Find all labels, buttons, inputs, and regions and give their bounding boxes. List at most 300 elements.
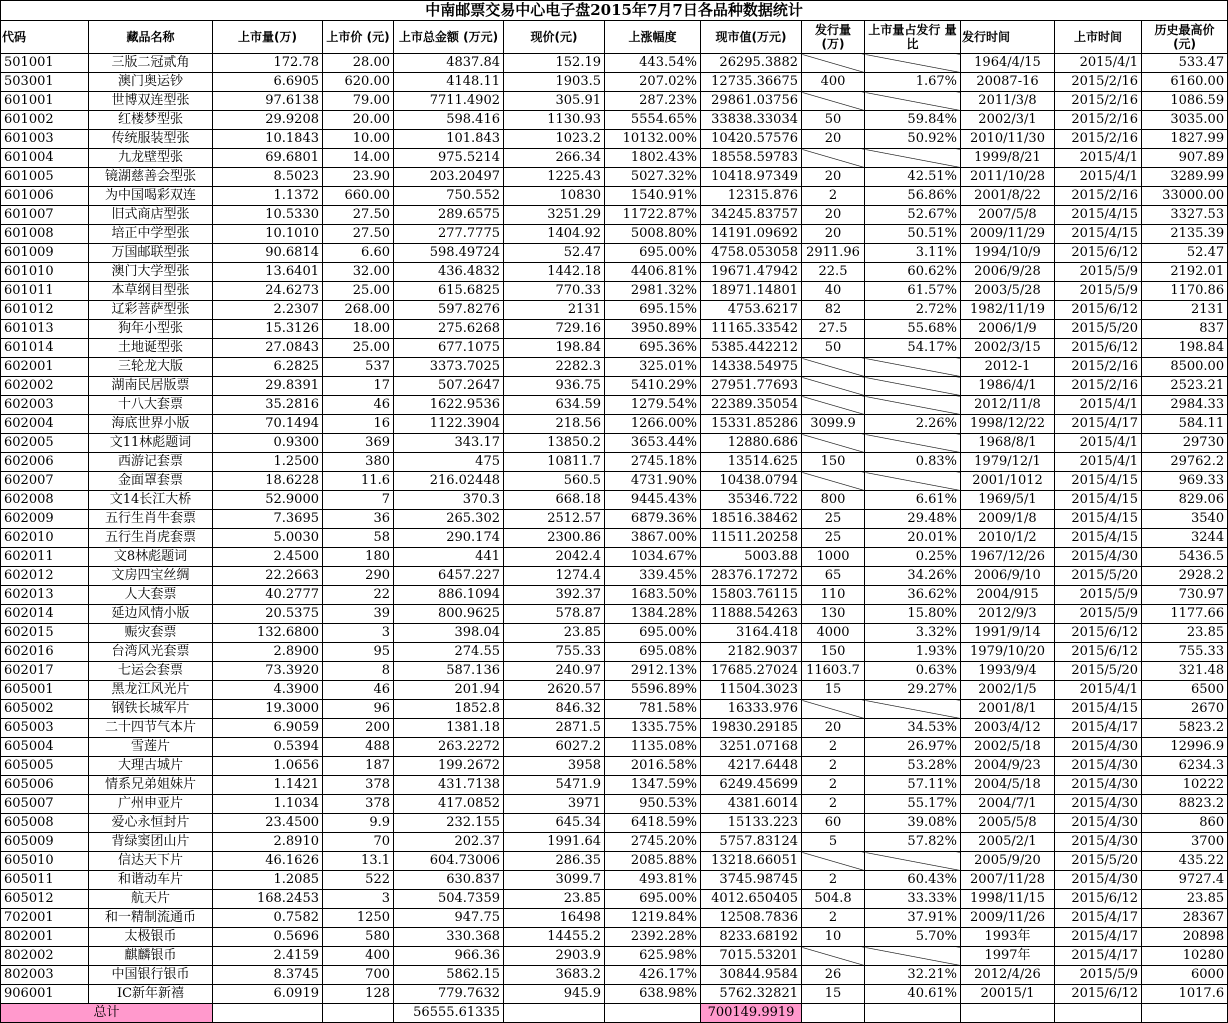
col-rise-cell: 1266.00% xyxy=(605,415,701,434)
col-listed-ratio-cell: 39.08% xyxy=(865,814,961,833)
col-listed-ratio-cell xyxy=(865,358,961,377)
table-row xyxy=(1,586,1228,605)
col-listed-ratio-cell: 0.25% xyxy=(865,548,961,567)
col-listed-qty-cell: 1.2085 xyxy=(213,871,323,890)
table-row xyxy=(1,396,1228,415)
col-current-price-cell: 668.18 xyxy=(504,491,605,510)
col-market-value-cell: 12880.686 xyxy=(701,434,802,453)
col-name-cell: 五行生肖牛套票 xyxy=(89,510,213,529)
col-listed-ratio-cell xyxy=(865,377,961,396)
col-market-value-cell: 5757.83124 xyxy=(701,833,802,852)
col-issue-qty-cell: 4000 xyxy=(802,624,865,643)
col-issue-qty-cell: 2 xyxy=(802,187,865,206)
col-name-cell: 辽彩菩萨型张 xyxy=(89,301,213,320)
col-issue-date-cell: 2003/5/28 xyxy=(961,282,1055,301)
col-name-cell: 澳门奥运钞 xyxy=(89,73,213,92)
col-listed-amount-cell: 750.552 xyxy=(394,187,504,206)
col-issue-date-cell: 2012/4/26 xyxy=(961,966,1055,985)
col-rise-cell: 11722.87% xyxy=(605,206,701,225)
col-listed-amount-cell: 615.6825 xyxy=(394,282,504,301)
total-market-value: 700149.9919 xyxy=(701,1004,802,1023)
col-listed-price-cell: 380 xyxy=(323,453,394,472)
col-listed-ratio-header: 上市量占发行 量比 xyxy=(865,21,961,54)
col-issue-qty-cell xyxy=(802,92,865,111)
col-current-price-cell: 305.91 xyxy=(504,92,605,111)
col-listed-ratio-cell: 61.57% xyxy=(865,282,961,301)
col-listed-qty-cell: 70.1494 xyxy=(213,415,323,434)
col-listed-date-cell: 2015/4/1 xyxy=(1055,396,1142,415)
col-listed-price-cell: 36 xyxy=(323,510,394,529)
col-issue-date-cell: 2006/9/28 xyxy=(961,263,1055,282)
col-issue-date-cell: 1994/10/9 xyxy=(961,244,1055,263)
col-listed-ratio-cell xyxy=(865,852,961,871)
col-listed-ratio-cell: 36.62% xyxy=(865,586,961,605)
col-code-cell: 601004 xyxy=(1,149,89,168)
col-issue-date-cell: 2010/11/30 xyxy=(961,130,1055,149)
col-listed-ratio-cell: 1.67% xyxy=(865,73,961,92)
col-name-cell: 澳门大学型张 xyxy=(89,263,213,282)
col-issue-date-cell: 2012-1 xyxy=(961,358,1055,377)
col-rise-cell: 695.08% xyxy=(605,643,701,662)
col-rise-cell: 1135.08% xyxy=(605,738,701,757)
col-current-price-cell: 2512.57 xyxy=(504,510,605,529)
col-hist-high-cell: 12996.9 xyxy=(1142,738,1228,757)
col-hist-high-cell: 20898 xyxy=(1142,928,1228,947)
col-listed-amount-cell: 966.36 xyxy=(394,947,504,966)
col-listed-amount-cell: 947.75 xyxy=(394,909,504,928)
col-listed-price-cell: 200 xyxy=(323,719,394,738)
col-listed-price-cell: 23.90 xyxy=(323,168,394,187)
col-current-price-cell: 634.59 xyxy=(504,396,605,415)
col-issue-qty-cell: 400 xyxy=(802,73,865,92)
col-code-cell: 605009 xyxy=(1,833,89,852)
col-hist-high-cell: 3244 xyxy=(1142,529,1228,548)
col-code-cell: 802001 xyxy=(1,928,89,947)
col-listed-date-cell: 2015/5/9 xyxy=(1055,263,1142,282)
col-listed-ratio-cell: 57.82% xyxy=(865,833,961,852)
col-current-price-cell: 729.16 xyxy=(504,320,605,339)
col-current-price-cell: 218.56 xyxy=(504,415,605,434)
col-listed-amount-cell: 800.9625 xyxy=(394,605,504,624)
col-code-cell: 602008 xyxy=(1,491,89,510)
total-label: 总计 xyxy=(1,1004,213,1023)
col-market-value-cell: 12735.36675 xyxy=(701,73,802,92)
header-row xyxy=(1,21,1228,54)
table-row xyxy=(1,377,1228,396)
col-listed-price-cell: 700 xyxy=(323,966,394,985)
col-code-cell: 601013 xyxy=(1,320,89,339)
table-row xyxy=(1,206,1228,225)
col-code-cell: 503001 xyxy=(1,73,89,92)
col-listed-amount-cell: 6457.227 xyxy=(394,567,504,586)
col-code-cell: 601002 xyxy=(1,111,89,130)
col-current-price-cell: 392.37 xyxy=(504,586,605,605)
col-listed-date-cell: 2015/4/1 xyxy=(1055,54,1142,73)
col-current-price-cell: 2620.57 xyxy=(504,681,605,700)
col-code-cell: 605010 xyxy=(1,852,89,871)
col-name-cell: 和谐动车片 xyxy=(89,871,213,890)
col-current-price-cell: 23.85 xyxy=(504,890,605,909)
col-listed-qty-cell: 5.0030 xyxy=(213,529,323,548)
col-code-cell: 602014 xyxy=(1,605,89,624)
col-current-price-cell: 645.34 xyxy=(504,814,605,833)
col-issue-qty-cell: 2 xyxy=(802,776,865,795)
col-listed-qty-cell: 1.1421 xyxy=(213,776,323,795)
col-listed-date-cell: 2015/4/1 xyxy=(1055,434,1142,453)
col-market-value-cell: 10418.97349 xyxy=(701,168,802,187)
col-code-cell: 602004 xyxy=(1,415,89,434)
col-issue-qty-cell xyxy=(802,700,865,719)
col-hist-high-cell: 52.47 xyxy=(1142,244,1228,263)
col-issue-qty-cell: 20 xyxy=(802,206,865,225)
col-rise-cell: 638.98% xyxy=(605,985,701,1004)
table-row xyxy=(1,320,1228,339)
col-rise-cell: 2392.28% xyxy=(605,928,701,947)
col-name-cell: 台湾风光套票 xyxy=(89,643,213,662)
col-listed-qty-cell: 20.5375 xyxy=(213,605,323,624)
col-issue-date-cell: 2002/3/1 xyxy=(961,111,1055,130)
col-issue-date-cell: 1986/4/1 xyxy=(961,377,1055,396)
col-code-cell: 605008 xyxy=(1,814,89,833)
col-listed-ratio-cell xyxy=(865,92,961,111)
col-listed-price-cell: 580 xyxy=(323,928,394,947)
col-listed-amount-cell: 202.37 xyxy=(394,833,504,852)
col-market-value-cell: 16333.976 xyxy=(701,700,802,719)
col-listed-price-cell: 20.00 xyxy=(323,111,394,130)
col-current-price-cell: 10830 xyxy=(504,187,605,206)
col-listed-price-cell: 14.00 xyxy=(323,149,394,168)
col-issue-date-cell: 2009/11/26 xyxy=(961,909,1055,928)
col-issue-qty-cell: 1000 xyxy=(802,548,865,567)
col-issue-date-cell: 2012/11/8 xyxy=(961,396,1055,415)
col-issue-date-cell: 2004/915 xyxy=(961,586,1055,605)
col-current-price-cell: 846.32 xyxy=(504,700,605,719)
col-listed-amount-cell: 398.04 xyxy=(394,624,504,643)
col-issue-date-cell: 2005/5/8 xyxy=(961,814,1055,833)
col-listed-qty-header: 上市量(万) xyxy=(213,21,323,54)
table-row xyxy=(1,567,1228,586)
table-row xyxy=(1,187,1228,206)
col-listed-qty-cell: 73.3920 xyxy=(213,662,323,681)
col-issue-qty-cell xyxy=(802,149,865,168)
col-name-cell: 二十四节气本片 xyxy=(89,719,213,738)
table-row xyxy=(1,757,1228,776)
col-issue-date-header: 发行时间 xyxy=(961,21,1055,54)
table-row xyxy=(1,529,1228,548)
col-listed-ratio-cell: 50.92% xyxy=(865,130,961,149)
col-listed-date-cell: 2015/5/9 xyxy=(1055,586,1142,605)
col-name-cell: 黑龙江风光片 xyxy=(89,681,213,700)
col-hist-high-cell: 837 xyxy=(1142,320,1228,339)
col-listed-date-cell: 2015/5/20 xyxy=(1055,852,1142,871)
col-issue-date-cell: 2004/9/23 xyxy=(961,757,1055,776)
table-row xyxy=(1,624,1228,643)
col-listed-price-cell: 32.00 xyxy=(323,263,394,282)
col-listed-ratio-cell: 5.70% xyxy=(865,928,961,947)
col-market-value-cell: 19830.29185 xyxy=(701,719,802,738)
col-issue-qty-cell: 20 xyxy=(802,130,865,149)
col-hist-high-cell: 5823.2 xyxy=(1142,719,1228,738)
col-listed-price-cell: 620.00 xyxy=(323,73,394,92)
col-code-cell: 605005 xyxy=(1,757,89,776)
col-market-value-cell: 10420.57576 xyxy=(701,130,802,149)
col-current-price-cell: 3971 xyxy=(504,795,605,814)
title-row xyxy=(1,1,1228,21)
col-listed-amount-cell: 216.02448 xyxy=(394,472,504,491)
col-rise-cell: 6418.59% xyxy=(605,814,701,833)
col-listed-ratio-cell: 52.67% xyxy=(865,206,961,225)
col-market-value-cell: 22389.35054 xyxy=(701,396,802,415)
table-row xyxy=(1,814,1228,833)
col-market-value-cell: 18971.14801 xyxy=(701,282,802,301)
col-hist-high-cell: 2192.01 xyxy=(1142,263,1228,282)
col-rise-cell: 207.02% xyxy=(605,73,701,92)
table-row xyxy=(1,491,1228,510)
col-hist-high-cell: 3700 xyxy=(1142,833,1228,852)
col-issue-date-cell: 2007/5/8 xyxy=(961,206,1055,225)
table-row xyxy=(1,662,1228,681)
col-current-price-header: 现价(元) xyxy=(504,21,605,54)
col-hist-high-cell: 5436.5 xyxy=(1142,548,1228,567)
col-hist-high-cell: 1017.6 xyxy=(1142,985,1228,1004)
col-listed-price-cell: 7 xyxy=(323,491,394,510)
col-listed-qty-cell: 10.1010 xyxy=(213,225,323,244)
col-hist-high-cell: 1827.99 xyxy=(1142,130,1228,149)
col-market-value-cell: 3745.98745 xyxy=(701,871,802,890)
col-market-value-cell: 11511.20258 xyxy=(701,529,802,548)
total-empty xyxy=(1142,1004,1228,1023)
col-issue-qty-cell: 2911.96 xyxy=(802,244,865,263)
col-issue-date-cell: 2009/11/29 xyxy=(961,225,1055,244)
table-row xyxy=(1,472,1228,491)
col-issue-qty-cell: 3099.9 xyxy=(802,415,865,434)
col-market-value-cell: 4381.6014 xyxy=(701,795,802,814)
table-row xyxy=(1,871,1228,890)
col-name-cell: 海底世界小版 xyxy=(89,415,213,434)
col-issue-qty-cell: 60 xyxy=(802,814,865,833)
col-market-value-cell: 33838.33034 xyxy=(701,111,802,130)
col-market-value-cell: 12315.876 xyxy=(701,187,802,206)
col-listed-date-cell: 2015/6/12 xyxy=(1055,643,1142,662)
col-listed-price-cell: 378 xyxy=(323,795,394,814)
col-hist-high-cell: 23.85 xyxy=(1142,624,1228,643)
col-code-cell: 605003 xyxy=(1,719,89,738)
col-current-price-cell: 936.75 xyxy=(504,377,605,396)
col-listed-date-cell: 2015/4/1 xyxy=(1055,453,1142,472)
col-listed-date-cell: 2015/2/16 xyxy=(1055,377,1142,396)
col-issue-qty-cell: 110 xyxy=(802,586,865,605)
col-listed-price-cell: 537 xyxy=(323,358,394,377)
col-hist-high-cell: 29762.2 xyxy=(1142,453,1228,472)
col-listed-amount-cell: 604.73006 xyxy=(394,852,504,871)
col-listed-qty-cell: 40.2777 xyxy=(213,586,323,605)
col-current-price-cell: 2282.3 xyxy=(504,358,605,377)
col-issue-qty-cell: 26 xyxy=(802,966,865,985)
col-listed-date-cell: 2015/4/17 xyxy=(1055,947,1142,966)
table-row xyxy=(1,73,1228,92)
col-rise-cell: 9445.43% xyxy=(605,491,701,510)
col-market-value-cell: 15803.76115 xyxy=(701,586,802,605)
col-listed-date-cell: 2015/5/9 xyxy=(1055,966,1142,985)
col-rise-cell: 2745.20% xyxy=(605,833,701,852)
col-market-value-cell: 30844.9584 xyxy=(701,966,802,985)
col-listed-qty-cell: 168.2453 xyxy=(213,890,323,909)
col-issue-qty-cell: 2 xyxy=(802,871,865,890)
col-listed-price-cell: 18.00 xyxy=(323,320,394,339)
col-issue-date-cell: 1964/4/15 xyxy=(961,54,1055,73)
col-market-value-cell: 28376.17272 xyxy=(701,567,802,586)
col-listed-ratio-cell: 40.61% xyxy=(865,985,961,1004)
total-empty xyxy=(605,1004,701,1023)
col-current-price-cell: 198.84 xyxy=(504,339,605,358)
col-current-price-cell: 755.33 xyxy=(504,643,605,662)
col-listed-date-cell: 2015/5/20 xyxy=(1055,567,1142,586)
col-hist-high-cell: 6000 xyxy=(1142,966,1228,985)
col-rise-cell: 625.98% xyxy=(605,947,701,966)
col-code-cell: 605002 xyxy=(1,700,89,719)
col-rise-cell: 695.15% xyxy=(605,301,701,320)
col-issue-date-cell: 2005/9/20 xyxy=(961,852,1055,871)
col-listed-date-cell: 2015/2/16 xyxy=(1055,92,1142,111)
col-name-cell: 湖南民居版票 xyxy=(89,377,213,396)
col-name-cell: 九龙壁型张 xyxy=(89,149,213,168)
col-listed-price-cell: 522 xyxy=(323,871,394,890)
col-listed-price-cell: 70 xyxy=(323,833,394,852)
col-listed-amount-cell: 343.17 xyxy=(394,434,504,453)
col-issue-date-cell: 2001/8/1 xyxy=(961,700,1055,719)
col-listed-qty-cell: 0.9300 xyxy=(213,434,323,453)
col-issue-qty-cell xyxy=(802,396,865,415)
col-listed-amount-header: 上市总金额 (万元) xyxy=(394,21,504,54)
col-name-cell: 传统服装型张 xyxy=(89,130,213,149)
col-current-price-cell: 52.47 xyxy=(504,244,605,263)
col-current-price-cell: 16498 xyxy=(504,909,605,928)
col-listed-qty-cell: 8.5023 xyxy=(213,168,323,187)
col-issue-date-cell: 1979/10/20 xyxy=(961,643,1055,662)
col-listed-date-cell: 2015/4/15 xyxy=(1055,510,1142,529)
col-code-cell: 601008 xyxy=(1,225,89,244)
col-name-cell: 万国邮联型张 xyxy=(89,244,213,263)
table-row xyxy=(1,358,1228,377)
col-listed-qty-cell: 0.7582 xyxy=(213,909,323,928)
col-rise-cell: 1279.54% xyxy=(605,396,701,415)
col-listed-amount-cell: 289.6575 xyxy=(394,206,504,225)
col-name-cell: 旧式商店型张 xyxy=(89,206,213,225)
col-rise-cell: 1219.84% xyxy=(605,909,701,928)
col-hist-high-cell: 28367 xyxy=(1142,909,1228,928)
col-current-price-cell: 23.85 xyxy=(504,624,605,643)
col-listed-qty-cell: 0.5696 xyxy=(213,928,323,947)
col-listed-price-cell: 58 xyxy=(323,529,394,548)
col-listed-amount-cell: 201.94 xyxy=(394,681,504,700)
col-market-value-cell: 4758.053058 xyxy=(701,244,802,263)
col-code-cell: 602015 xyxy=(1,624,89,643)
col-code-cell: 601009 xyxy=(1,244,89,263)
col-code-cell: 501001 xyxy=(1,54,89,73)
col-rise-header: 上涨幅度 xyxy=(605,21,701,54)
col-listed-amount-cell: 431.7138 xyxy=(394,776,504,795)
table-row xyxy=(1,510,1228,529)
col-listed-date-cell: 2015/4/30 xyxy=(1055,871,1142,890)
col-hist-high-cell: 10222 xyxy=(1142,776,1228,795)
col-listed-amount-cell: 630.837 xyxy=(394,871,504,890)
col-issue-date-cell: 1998/11/15 xyxy=(961,890,1055,909)
col-rise-cell: 2981.32% xyxy=(605,282,701,301)
col-rise-cell: 6879.36% xyxy=(605,510,701,529)
col-listed-price-cell: 10.00 xyxy=(323,130,394,149)
total-empty xyxy=(504,1004,605,1023)
table-row xyxy=(1,54,1228,73)
col-listed-qty-cell: 0.5394 xyxy=(213,738,323,757)
col-market-value-cell: 14338.54975 xyxy=(701,358,802,377)
col-issue-qty-cell: 20 xyxy=(802,719,865,738)
col-listed-amount-cell: 265.302 xyxy=(394,510,504,529)
col-listed-amount-cell: 1622.9536 xyxy=(394,396,504,415)
col-listed-qty-cell: 13.6401 xyxy=(213,263,323,282)
col-current-price-cell: 2903.9 xyxy=(504,947,605,966)
total-empty xyxy=(802,1004,865,1023)
table-row xyxy=(1,852,1228,871)
col-hist-high-cell: 435.22 xyxy=(1142,852,1228,871)
col-hist-high-cell: 533.47 xyxy=(1142,54,1228,73)
col-listed-qty-cell: 10.1843 xyxy=(213,130,323,149)
total-empty xyxy=(961,1004,1055,1023)
col-code-cell: 605004 xyxy=(1,738,89,757)
col-listed-qty-cell: 6.6905 xyxy=(213,73,323,92)
col-market-value-cell: 29861.03756 xyxy=(701,92,802,111)
col-rise-cell: 4406.81% xyxy=(605,263,701,282)
col-listed-qty-cell: 18.6228 xyxy=(213,472,323,491)
col-hist-high-cell: 23.85 xyxy=(1142,890,1228,909)
col-listed-price-cell: 46 xyxy=(323,681,394,700)
col-listed-date-header: 上市时间 xyxy=(1055,21,1142,54)
col-listed-qty-cell: 2.8910 xyxy=(213,833,323,852)
col-issue-date-cell: 1993年 xyxy=(961,928,1055,947)
col-current-price-cell: 3683.2 xyxy=(504,966,605,985)
col-rise-cell: 695.00% xyxy=(605,890,701,909)
table-row xyxy=(1,700,1228,719)
col-issue-date-cell: 1968/8/1 xyxy=(961,434,1055,453)
col-rise-cell: 950.53% xyxy=(605,795,701,814)
total-empty xyxy=(1055,1004,1142,1023)
col-listed-date-cell: 2015/4/30 xyxy=(1055,814,1142,833)
col-listed-ratio-cell xyxy=(865,54,961,73)
col-listed-date-cell: 2015/4/17 xyxy=(1055,909,1142,928)
col-listed-qty-cell: 29.9208 xyxy=(213,111,323,130)
col-market-value-cell: 5385.442212 xyxy=(701,339,802,358)
col-hist-high-cell: 2670 xyxy=(1142,700,1228,719)
col-code-cell: 601003 xyxy=(1,130,89,149)
col-listed-price-cell: 378 xyxy=(323,776,394,795)
col-issue-date-cell: 2004/5/18 xyxy=(961,776,1055,795)
col-current-price-cell: 240.97 xyxy=(504,662,605,681)
table-row xyxy=(1,415,1228,434)
col-name-cell: 和一精制流通币 xyxy=(89,909,213,928)
col-listed-qty-cell: 132.6800 xyxy=(213,624,323,643)
col-listed-date-cell: 2015/5/9 xyxy=(1055,605,1142,624)
col-listed-ratio-cell: 57.11% xyxy=(865,776,961,795)
col-code-cell: 602005 xyxy=(1,434,89,453)
col-code-cell: 602016 xyxy=(1,643,89,662)
col-current-price-cell: 2131 xyxy=(504,301,605,320)
table-row xyxy=(1,434,1228,453)
col-listed-ratio-cell: 60.43% xyxy=(865,871,961,890)
col-issue-qty-cell: 150 xyxy=(802,643,865,662)
col-listed-ratio-cell xyxy=(865,434,961,453)
col-issue-date-cell: 2011/3/8 xyxy=(961,92,1055,111)
col-listed-price-cell: 25.00 xyxy=(323,282,394,301)
col-name-cell: 镜湖慈善会型张 xyxy=(89,168,213,187)
